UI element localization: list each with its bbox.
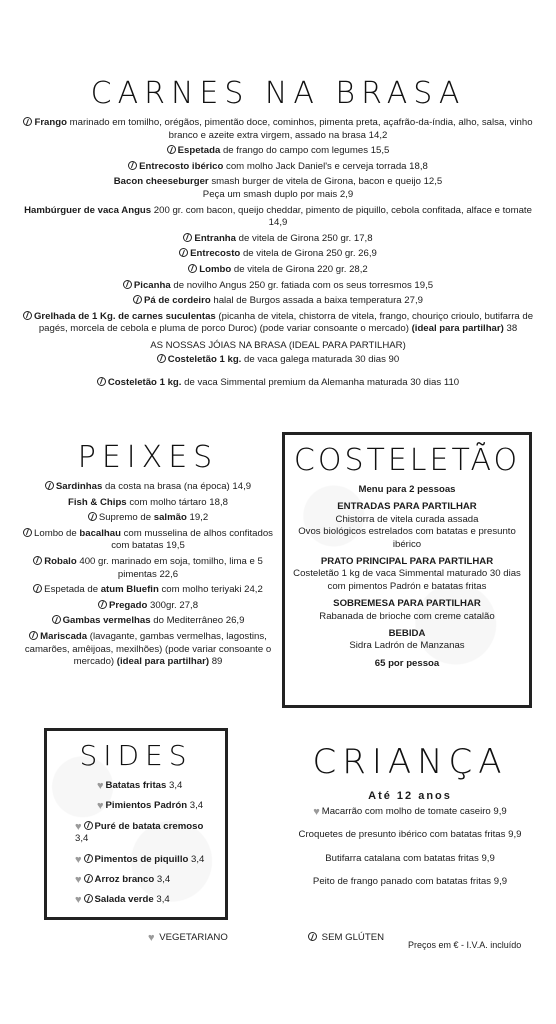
item-name: Picanha [133, 279, 171, 291]
item-price: 90 [385, 353, 400, 365]
item-name: Pá de cordeiro [144, 295, 211, 307]
item-name: Entrecosto ibérico [139, 160, 224, 172]
crianca-title: CRIANÇA [312, 742, 508, 782]
item-name: Pimentos de piquillo [94, 853, 189, 865]
item-price: 15,5 [368, 145, 390, 157]
gluten-free-icon [167, 145, 176, 154]
item-price: 3,4 [153, 894, 170, 906]
item-name: Lombo [199, 263, 232, 275]
side-item [53, 894, 219, 906]
kids-item [264, 876, 556, 888]
item-desc: de vitela de Girona 250 gr. [236, 232, 352, 244]
menu-item [0, 280, 556, 293]
item-name: Croquetes de presunto ibérico com batatas fritas [298, 829, 506, 841]
jewel-item [0, 354, 556, 367]
menu-item [20, 512, 276, 525]
menu-item [20, 556, 276, 581]
price-note: Preços em € - I.V.A. incluído [408, 940, 522, 950]
item-price: 22,6 [156, 568, 179, 580]
gluten-free-icon [23, 117, 32, 126]
item-desc: 400 gr. marinado em soja, tomilho, lima e 5 pimentas [76, 555, 263, 580]
item-price: 3,4 [187, 800, 204, 812]
costeletao-line: Ovos biológicos estrelados com batatas e presunto ibérico [298, 526, 516, 550]
item-name: salmão [153, 512, 187, 524]
item-name: Peito de frango panado com batatas fritas [312, 876, 492, 888]
gluten-free-icon [179, 248, 188, 257]
costeletao-line: Sidra Ladrón de Manzanas [349, 640, 465, 652]
heart-icon: ♥ [75, 874, 82, 887]
gluten-free-icon [45, 481, 54, 490]
heart-icon: ♥ [148, 932, 155, 944]
kids-item [264, 806, 556, 818]
gluten-free-icon [157, 354, 166, 363]
gluten-free-icon [308, 932, 317, 941]
menu-item [0, 145, 556, 158]
section-peixes [20, 440, 276, 672]
item-desc: de vaca Simmental premium da Alemanha maturada 30 dias [181, 376, 442, 388]
item-price: 3,4 [75, 833, 89, 845]
side-item [53, 800, 219, 812]
item-price: 3,4 [154, 874, 171, 886]
item-price: 17,8 [351, 232, 373, 244]
item-desc: de vitela de Girona 220 gr. [231, 263, 347, 275]
item-pre: Lombo de [34, 527, 80, 539]
sides-list [53, 780, 219, 907]
gluten-free-icon [84, 874, 93, 883]
item-price: 18,8 [206, 496, 228, 508]
costeletao-title: COSTELETÃO [293, 443, 521, 478]
item-note: (ideal para partilhar) [408, 323, 504, 335]
gluten-free-icon [128, 161, 137, 170]
kids-item [264, 853, 556, 865]
menu-item [20, 528, 276, 553]
item-desc: do Mediterrâneo [150, 615, 224, 627]
heart-icon: ♥ [97, 800, 104, 813]
item-desc: com molho teriyaki [158, 584, 242, 596]
item-pre: Supremo de [98, 512, 154, 524]
gluten-free-icon [23, 311, 32, 320]
crianca-list [264, 806, 556, 889]
item-desc: da costa na brasa (na época) [102, 481, 230, 492]
costeletao-line: 65 por pessoa [374, 657, 440, 669]
gluten-free-icon [183, 233, 192, 242]
item-price: 18,8 [406, 160, 428, 172]
menu-item [20, 481, 276, 494]
costeletao-list [291, 484, 523, 670]
item-price: 3,4 [166, 780, 183, 791]
menu-item [0, 161, 556, 174]
item-name: Salada verde [94, 894, 154, 906]
costeletao-line: Menu para 2 pessoas [358, 484, 456, 495]
item-price: 14,9 [229, 481, 252, 492]
gluten-free-icon [88, 512, 97, 521]
menu-item [20, 615, 276, 628]
item-name: Pregado [108, 599, 148, 611]
item-desc: com molho tártaro [126, 496, 207, 508]
menu-item [0, 311, 556, 336]
item-price: 26,9 [355, 248, 377, 260]
gluten-free-icon [97, 377, 106, 386]
legend-gf-label: SEM GLÚTEN [321, 932, 385, 943]
heart-icon: ♥ [313, 806, 320, 818]
side-item [53, 874, 219, 886]
item-price: 9,9 [505, 829, 522, 841]
costeletao-line: ENTRADAS PARA PARTILHAR [337, 501, 477, 513]
item-pre: Espetada de [44, 584, 101, 596]
item-price: 89 [209, 656, 223, 668]
item-price: 19,5 [411, 279, 434, 291]
item-price: 12,5 [420, 176, 443, 188]
costeletao-line: Costeletão 1 kg de vaca Simmental maturado 30 dias com pimentos Padrón e batatas fritas [293, 568, 521, 592]
item-name: Costeletão 1 kg. [107, 376, 182, 388]
item-name: Batatas fritas [105, 780, 167, 791]
peixes-title: PEIXES [77, 440, 219, 475]
menu-item [0, 233, 556, 246]
item-price: 110 [441, 376, 460, 388]
menu-item [0, 248, 556, 261]
item-name: Robalo [44, 555, 77, 567]
gluten-free-icon [133, 295, 142, 304]
heart-icon: ♥ [97, 780, 104, 792]
jewels-title: AS NOSSAS JÓIAS NA BRASA (IDEAL PARA PARTILHAR) [150, 339, 406, 351]
item-name: Arroz branco [94, 874, 155, 886]
item-price: 24,2 [241, 584, 263, 596]
costeletao-line: BEBIDA [388, 628, 426, 640]
gluten-free-icon [84, 894, 93, 903]
item-desc: marinado em tomilho, orégãos, pimentão doce, cominhos, pimenta preta, açafrão-da-índia, alho, salsa, vinho branco e azeite extra virgem, assado na brasa [66, 117, 533, 141]
menu-item [20, 497, 276, 510]
menu-item [20, 631, 276, 669]
gluten-free-icon [98, 600, 107, 609]
heart-icon: ♥ [75, 853, 82, 866]
heart-icon: ♥ [75, 894, 82, 907]
costeletao-line: PRATO PRINCIPAL PARA PARTILHAR [320, 556, 494, 568]
peixes-list [20, 481, 276, 669]
menu-item [0, 176, 556, 201]
item-desc: halal de Burgos assada a baixa temperatura [210, 295, 402, 307]
item-price: 38 [503, 323, 518, 335]
menu-item [0, 295, 556, 308]
item-desc: 200 gr. com bacon, queijo cheddar, pimento de piquillo, cebola confitada, alface e tomate [151, 204, 532, 216]
item-desc: smash burger de vitela de Girona, bacon e queijo [208, 176, 421, 188]
item-price: 27,9 [401, 295, 423, 307]
item-desc: de vaca galega maturada 30 dias [241, 353, 386, 365]
item-name: Gambas vermelhas [62, 615, 151, 627]
side-item [53, 821, 219, 846]
menu-item [0, 264, 556, 277]
gluten-free-icon [84, 854, 93, 863]
item-name: Grelhada de 1 Kg. de carnes suculentas [33, 310, 216, 322]
costeletao-line: Chistorra de vitela curada assada [335, 513, 479, 525]
item-name: Hambúrguer de vaca Angus [24, 204, 152, 216]
section-crianca [264, 742, 556, 900]
gluten-free-icon [33, 584, 42, 593]
carnes-title: CARNES NA BRASA [90, 76, 466, 111]
jewels-list [0, 354, 556, 389]
item-name: Fish & Chips [68, 496, 127, 508]
gluten-free-icon [52, 615, 61, 624]
menu-item [0, 205, 556, 230]
item-price: 9,9 [490, 806, 507, 817]
item-price: 19,2 [186, 512, 209, 524]
item-name: Macarrão com molho de tomate caseiro [321, 806, 491, 817]
menu-item [0, 117, 556, 142]
legend-veg [148, 932, 228, 944]
side-item [53, 854, 219, 866]
sides-title: SIDES [79, 739, 193, 772]
item-name: Espetada [177, 145, 221, 157]
section-costeletao [282, 432, 532, 708]
legend-gf [308, 932, 384, 943]
item-desc: de novilho Angus 250 gr. fatiada com os seus torresmos [170, 279, 412, 291]
carnes-list [0, 117, 556, 336]
item-name: Butifarra catalana com batatas fritas [325, 852, 479, 864]
crianca-age: Até 12 anos [368, 790, 452, 802]
gluten-free-icon [23, 528, 32, 537]
heart-icon: ♥ [75, 820, 82, 833]
section-carnes [0, 76, 556, 389]
item-name: Entranha [194, 232, 237, 244]
item-note: (ideal para partilhar) [114, 656, 210, 668]
item-extra: Peça um smash duplo por mais 2,9 [202, 188, 354, 200]
item-price: 3,4 [188, 853, 205, 865]
item-price: 26,9 [223, 615, 245, 627]
gluten-free-icon [33, 556, 42, 565]
item-desc: 300gr. [147, 599, 177, 611]
item-desc: com molho Jack Daniel's e cerveja torrada [223, 160, 407, 172]
item-price: 9,9 [491, 876, 508, 888]
item-desc: de frango do campo com legumes [220, 145, 369, 157]
costeletao-line: SOBREMESA PARA PARTILHAR [333, 598, 481, 610]
item-price: 28,2 [346, 263, 368, 275]
item-desc: de vitela de Girona 250 gr. [240, 248, 356, 260]
item-name: Pimientos Padrón [105, 800, 188, 812]
item-name: Costeletão 1 kg. [167, 353, 242, 365]
gluten-free-icon [123, 280, 132, 289]
menu-item [20, 584, 276, 597]
gluten-free-icon [188, 264, 197, 273]
item-name: Frango [34, 117, 67, 128]
item-price: 27,8 [176, 599, 199, 611]
item-name: Bacon cheeseburger [113, 176, 209, 188]
item-name: Puré de batata cremoso [94, 820, 204, 832]
item-name: bacalhau [79, 527, 121, 539]
item-price: 14,2 [365, 129, 388, 141]
item-price: 9,9 [478, 852, 495, 864]
item-name: Entrecosto [190, 248, 241, 260]
item-desc: com musselina de alhos confitados com batatas [111, 527, 273, 552]
gluten-free-icon [84, 821, 93, 830]
legend-veg-label: VEGETARIANO [159, 932, 228, 943]
jewel-item [0, 377, 556, 390]
item-price: 14,9 [268, 217, 288, 229]
costeletao-line: Rabanada de brioche com creme catalão [319, 610, 495, 622]
item-name: atum Bluefin [100, 584, 159, 596]
side-item [53, 780, 219, 792]
item-name: Sardinhas [55, 481, 103, 492]
item-desc: (picanha de vitela, chistorra de vitela, frango, chouriço crioulo, butifarra de pagés, morcela de cebola e pluma de porco Duroc) (pode variar consoante o mercado) [38, 310, 534, 335]
kids-item [264, 829, 556, 841]
menu-item [20, 600, 276, 613]
section-sides [44, 728, 228, 920]
item-price: 19,5 [163, 540, 185, 552]
item-desc: (lavagante, gambas vermelhas, lagostins, camarões, amêijoas, mexilhões) (pode variar consoante o mercado) [24, 630, 272, 668]
item-name: Mariscada [40, 630, 88, 642]
gluten-free-icon [29, 631, 38, 640]
